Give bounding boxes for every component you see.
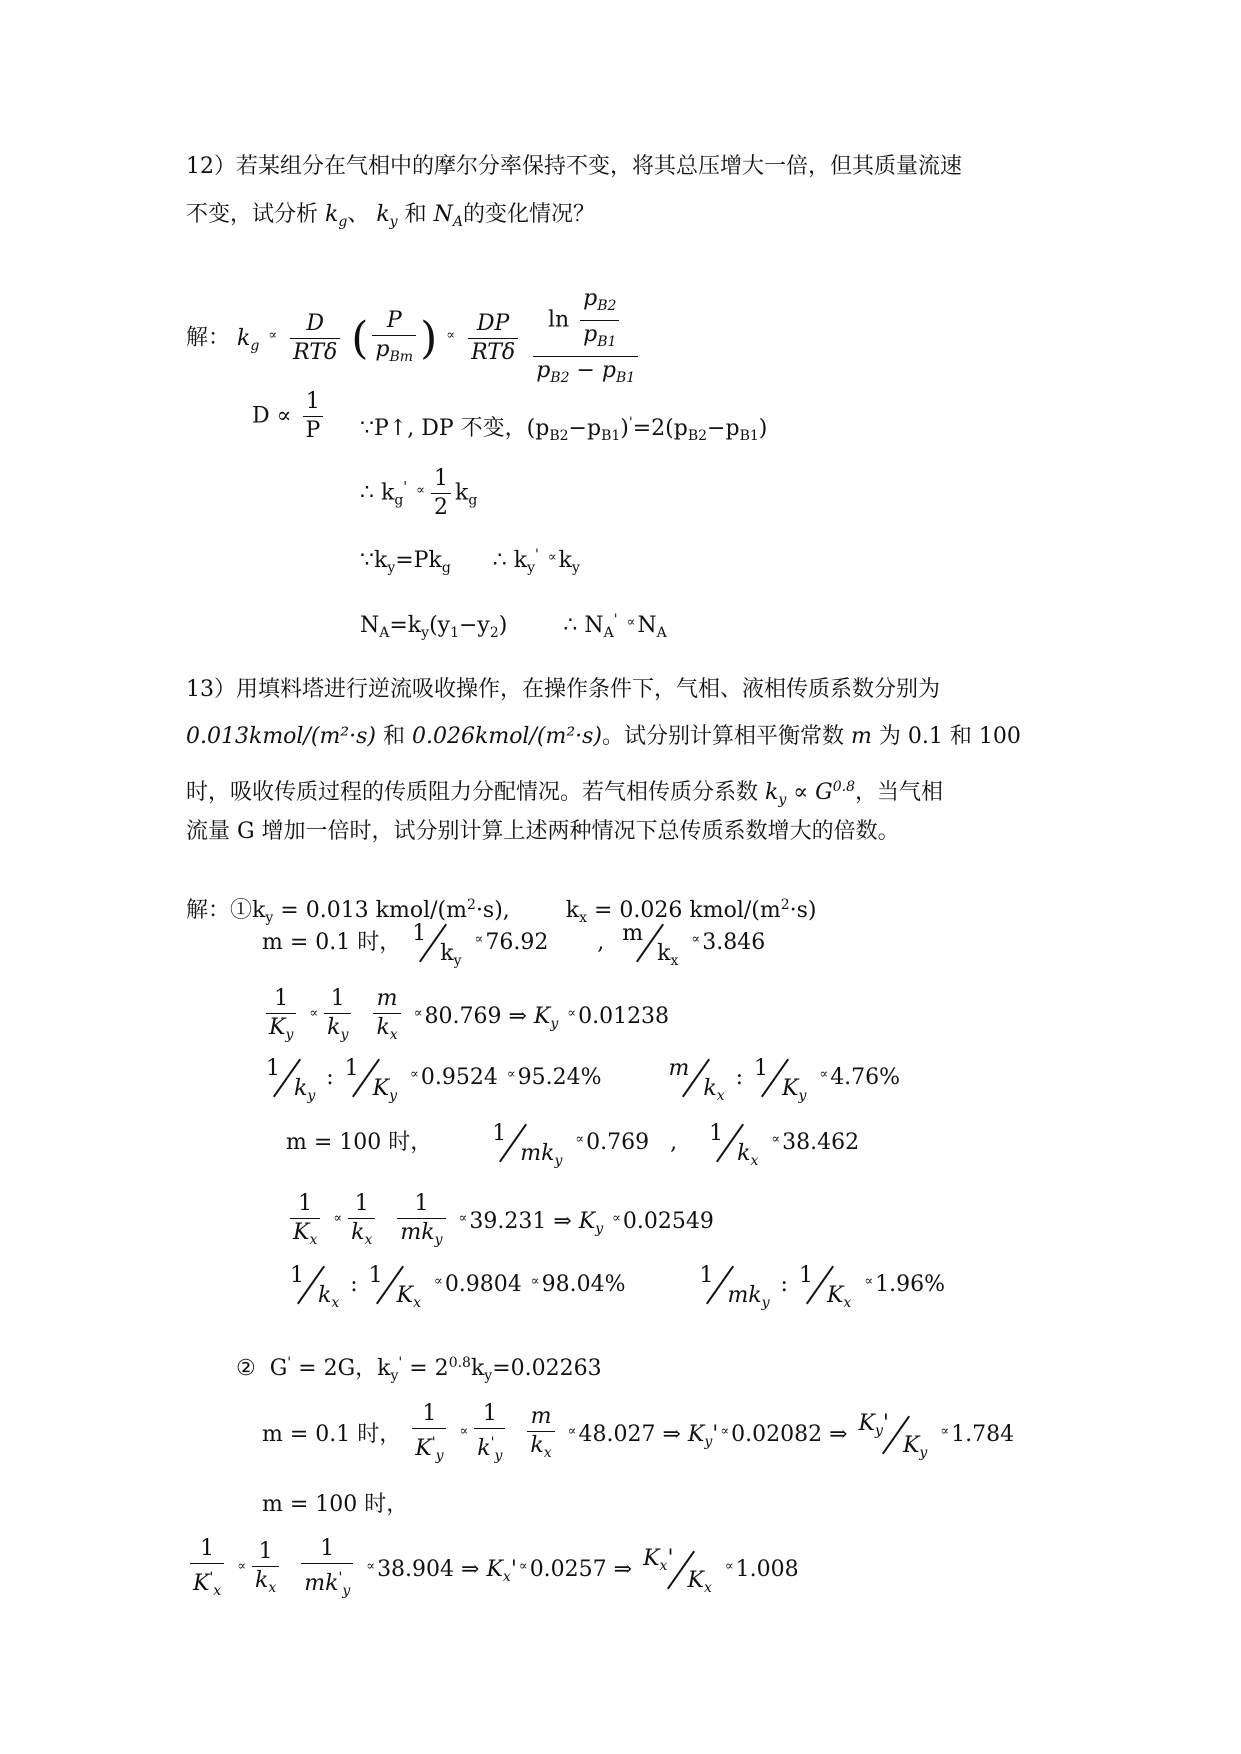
problem-13-line-2: [186, 722, 1021, 752]
m100-val2: 38.462: [782, 1130, 860, 1155]
m100-val1: 0.769: [586, 1130, 650, 1155]
problem-12-line-2: 不变，试分析 $k_g$、 $k_y$ 和 $N_A$的变化情况？: [186, 202, 595, 230]
b-m100-line: $\frac{1}{K'_x}$ ∝ $\frac{1}{k_x}$ $\frac{1}{mk'_y}$ ∝38.904 ⇒ $K_x'$ ∝0.0257 ⇒ $K_x'$ $K_x$ ∝1.008: [186, 1535, 799, 1605]
solution-label-12: 解：: [186, 325, 231, 351]
text-segment-2: 为 0.1 和 100: [878, 724, 1021, 749]
problem-13-line-4: 流量 G 增加一倍时，试分别计算上述两种情况下总传质系数增大的倍数。: [186, 819, 900, 844]
because-line: ∵P↑, DP 不变，$(p_{B2}-p_{B1})'=2(p_{B2}-p_{B1})$: [360, 415, 768, 444]
m100-line: m = 100 时， 1 $mk_y$ ∝0.769 , 1 $k_x$ ∝38.462: [286, 1120, 860, 1169]
b-m100-label-line: m = 100 时，: [262, 1492, 409, 1517]
m01-label: m = 0.1 时，: [262, 930, 402, 955]
m01-total-line: $\frac{1}{K_y}$ ∝ $\frac{1}{k_y}$ $\frac{m}{k_x}$ ∝80.769 ⇒ $K_y$ ∝0.01238: [262, 985, 669, 1049]
m100-total-line: $\frac{1}{K_x}$ ∝ $\frac{1}{k_x}$ $\frac{1}{mk_y}$ ∝39.231 ⇒ $K_y$ ∝0.02549: [286, 1190, 714, 1254]
m01-line: m = 0.1 时， 1 $k_y$ ∝76.92 , m $k_x$ ∝3.846: [262, 920, 766, 969]
m100-label: m = 100 时，: [286, 1130, 433, 1155]
m-symbol: m: [851, 724, 872, 749]
solution-13-line-1: 解：$①k_y = 0.013$ kmol/$(m^2\cdot s)$, $k_x = 0.026$ kmol/$(m^2\cdot s)$: [186, 897, 817, 926]
m100-ratio-line: 1 $k_x$ : 1 $K_x$ ∝0.9804 ∝98.04% 1 $mk_y$ : 1 $K_x$ ∝1.96%: [290, 1262, 946, 1311]
m01-p2: 4.76%: [830, 1065, 901, 1090]
kx-value: 0.026kmol/(m²·s): [412, 724, 603, 749]
m01-sum: 80.769: [424, 1004, 502, 1029]
m01-Ky: 0.01238: [578, 1004, 670, 1029]
m100-p1: 98.04%: [541, 1272, 626, 1297]
m01-p1: 95.24%: [517, 1065, 602, 1090]
problem-13-line-1: 13）用填料塔进行逆流吸收操作，在操作条件下，气相、液相传质系数分别为: [186, 677, 940, 702]
b-m01-K: 0.02082: [731, 1422, 823, 1447]
text-segment: 。试分别计算相平衡常数: [602, 724, 845, 749]
m01-val2: 3.846: [702, 930, 766, 955]
kg-value: 0.013kmol/(m²·s): [186, 724, 376, 749]
m01-ratio-line: 1 $k_y$ : 1 $K_y$ ∝0.9524 ∝95.24% m $k_x$ : 1 $K_y$ ∝4.76%: [266, 1055, 901, 1104]
and-text: 和: [383, 724, 406, 749]
m01-r1: 0.9524: [420, 1065, 498, 1090]
na-line: $N_A=k_y(y_1-y_2)$ ∴ $N_A'$ $^\propto N_A$: [360, 612, 667, 641]
d-proportional: D ∝ $\frac{1}{P}$: [252, 388, 327, 445]
m100-Ky: 0.02549: [622, 1209, 714, 1234]
kg-result: ∴ $k_g'$ ∝ $\frac{1}{2}$ $k_g$: [360, 466, 478, 520]
b-m100-sum: 38.904: [377, 1557, 455, 1582]
ky-line: $\because k_y=Pk_g$ ∴ $k_y'$ $^\propto k_y$: [360, 547, 580, 576]
b-m01-sum: 48.027: [578, 1422, 656, 1447]
problem-12-line-1: 12）若某组分在气相中的摩尔分率保持不变，将其总压增大一倍，但其质量流速: [186, 154, 962, 179]
b-m100-ratio: 1.008: [735, 1557, 799, 1582]
b-m100-K: 0.0257: [529, 1557, 607, 1582]
m01-val1: 76.92: [485, 930, 549, 955]
b-m01-line: m = 0.1 时， $\frac{1}{K'_y}$ ∝ $\frac{1}{k'_y}$ $\frac{m}{k_x}$ ∝48.027 ⇒ $K_y'$ ∝0.02082 ⇒ $K_y'$ $K_y$ ∝1.784: [262, 1400, 1014, 1470]
b-m01-ratio: 1.784: [951, 1422, 1015, 1447]
problem-13-line-3: 时，吸收传质过程的传质阻力分配情况。若气相传质分系数 $k_y \propto G^{0.8}$，当气相: [186, 779, 943, 808]
b-m01-label: m = 0.1 时，: [262, 1422, 402, 1447]
part-2-line: ② G' = 2G，$k_y' = 2^{0.8}k_y=0.02263$: [236, 1355, 602, 1384]
m100-r1: 0.9804: [444, 1272, 522, 1297]
kg-formula: 解： $k_g$ ∝ $\frac{D}{\text{RTδ}}$ ( $\frac{P}{p_{Bm}}$ ) ∝ $\frac{DP}{\text{RTδ}}$ ln $\frac{p_{B2}}{p_{B1}}$ $p_{B2} - p_{B1}$: [186, 285, 642, 392]
m100-sum: 39.231: [469, 1209, 547, 1234]
m100-p2: 1.96%: [875, 1272, 946, 1297]
solution-label-13: 解：: [186, 898, 231, 923]
